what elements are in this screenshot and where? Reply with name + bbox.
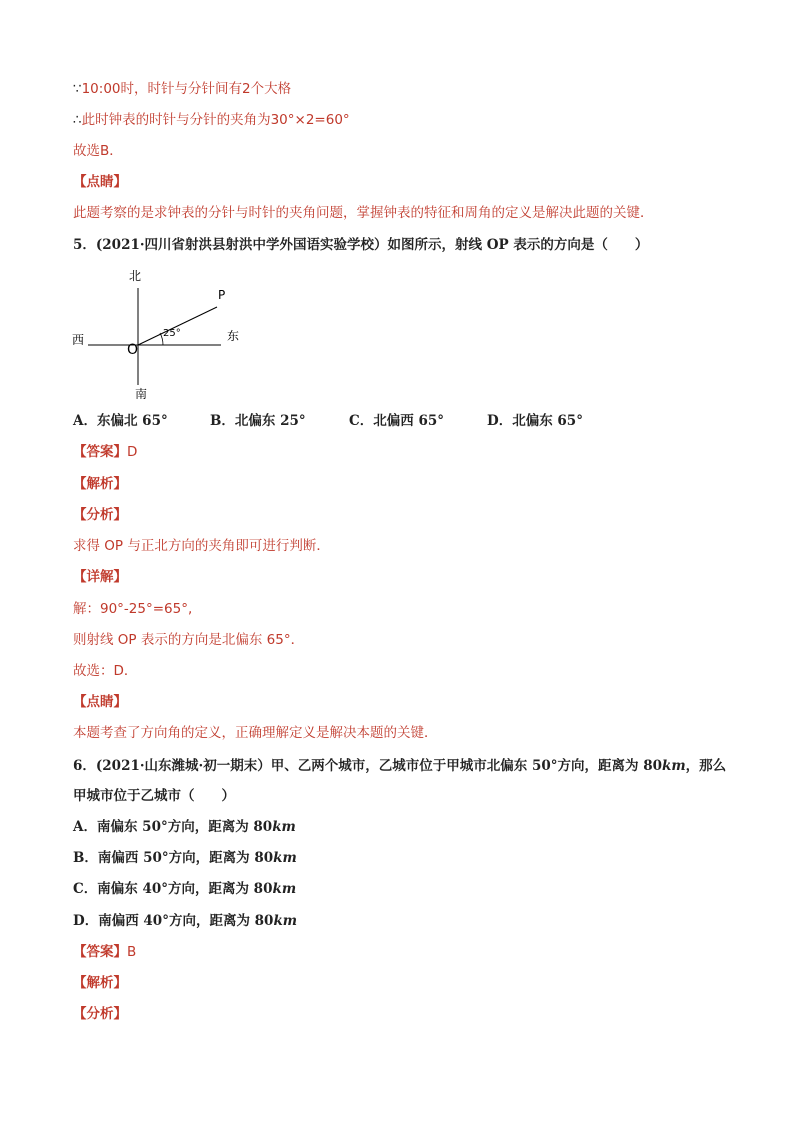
q6-option-d-text: D．南偏西 40°方向，距离为 80 <box>73 913 274 929</box>
q6-stem-end: ，那么 <box>685 758 727 774</box>
q5-option-c: C．北偏西 65° <box>349 413 444 429</box>
tag-answer: 【答案】 <box>73 444 127 460</box>
q6-option-c-unit: km <box>272 881 297 897</box>
q6-option-a <box>73 818 296 836</box>
reason-number: 2 <box>242 81 251 97</box>
label-east: 东 <box>227 329 240 343</box>
q6-option-b-text: B．南偏西 50°方向，距离为 80 <box>73 850 274 866</box>
label-south: 南 <box>134 387 148 401</box>
reason-line-1 <box>73 80 291 98</box>
choose-line: 故选B． <box>73 143 123 159</box>
reason-text-end: 个大格 <box>250 81 292 97</box>
q6-unit: km <box>661 758 686 774</box>
xiangjie-line-3: 故选：D． <box>73 663 138 679</box>
ray-op <box>138 307 217 345</box>
tag-answer-q6: 【答案】 <box>73 944 127 960</box>
q5-option-d: D．北偏东 65° <box>487 413 583 429</box>
question-6-line-2: 甲城市位于乙城市（ ） <box>73 788 235 804</box>
reason-text: 此时钟表的时针与分针的夹角为 <box>81 112 271 128</box>
q6-option-b-unit: km <box>273 850 297 866</box>
tag-jiexi-q6: 【解析】 <box>73 975 127 991</box>
label-angle: 25° <box>163 328 181 339</box>
reason-text: 10:00时，时针与分针间有 <box>81 81 242 97</box>
q5-option-a: A．东偏北 65° <box>73 413 168 429</box>
label-north: 北 <box>128 269 142 283</box>
q6-option-d-unit: km <box>273 913 298 929</box>
q6-stem: 6．(2021·山东潍城·初一期末）甲、乙两个城市，乙城市位于甲城市北偏东 50°方向，距离为 80 <box>73 758 662 774</box>
dianjing-text-q5: 本题考查了方向角的定义，正确理解定义是解决本题的关键． <box>73 725 438 741</box>
q6-option-b <box>73 849 297 867</box>
tag-dianjing-q5: 【点睛】 <box>73 694 127 710</box>
label-point-p: P <box>218 288 226 302</box>
q6-option-a-unit: km <box>272 819 296 835</box>
tag-dianjing: 【点睛】 <box>73 174 127 190</box>
label-origin: O <box>127 342 139 358</box>
q6-option-c-text: C．南偏东 40°方向，距离为 80 <box>73 881 273 897</box>
therefore-symbol: ∴ <box>73 112 82 128</box>
q6-answer-line <box>73 943 136 961</box>
xiangjie-line-1: 解：90°-25°=65°, <box>73 601 193 617</box>
label-west: 西 <box>72 333 85 347</box>
reason-expression: 30°×2=60° <box>270 112 350 128</box>
q5-answer-line <box>73 443 137 461</box>
question-6-line-1 <box>73 757 726 775</box>
fenxi-text: 求得 OP 与正北方向的夹角即可进行判断． <box>73 538 330 554</box>
q6-option-d <box>73 912 297 930</box>
dianjing-text: 此题考察的是求钟表的分针与时针的夹角问题，掌握钟表的特征和周角的定义是解决此题的关键． <box>73 205 654 221</box>
xiangjie-line-2: 则射线 OP 表示的方向是北偏东 65°． <box>73 632 305 648</box>
direction-figure <box>0 258 794 408</box>
tag-jiexi: 【解析】 <box>73 476 127 492</box>
q5-option-b: B．北偏东 25° <box>210 413 306 429</box>
q6-option-a-text: A．南偏东 50°方向，距离为 80 <box>73 819 273 835</box>
question-5: 5．(2021·四川省射洪县射洪中学外国语实验学校）如图所示，射线 OP 表示的方向是（ ） <box>73 237 649 253</box>
tag-xiangjie: 【详解】 <box>73 569 127 585</box>
tag-fenxi-q6: 【分析】 <box>73 1006 127 1022</box>
tag-fenxi: 【分析】 <box>73 507 127 523</box>
answer-value: D <box>127 444 138 460</box>
because-symbol: ∵ <box>73 81 82 97</box>
answer-value-q6: B <box>127 944 137 960</box>
q6-option-c <box>73 880 296 898</box>
reason-line-2 <box>73 111 350 129</box>
